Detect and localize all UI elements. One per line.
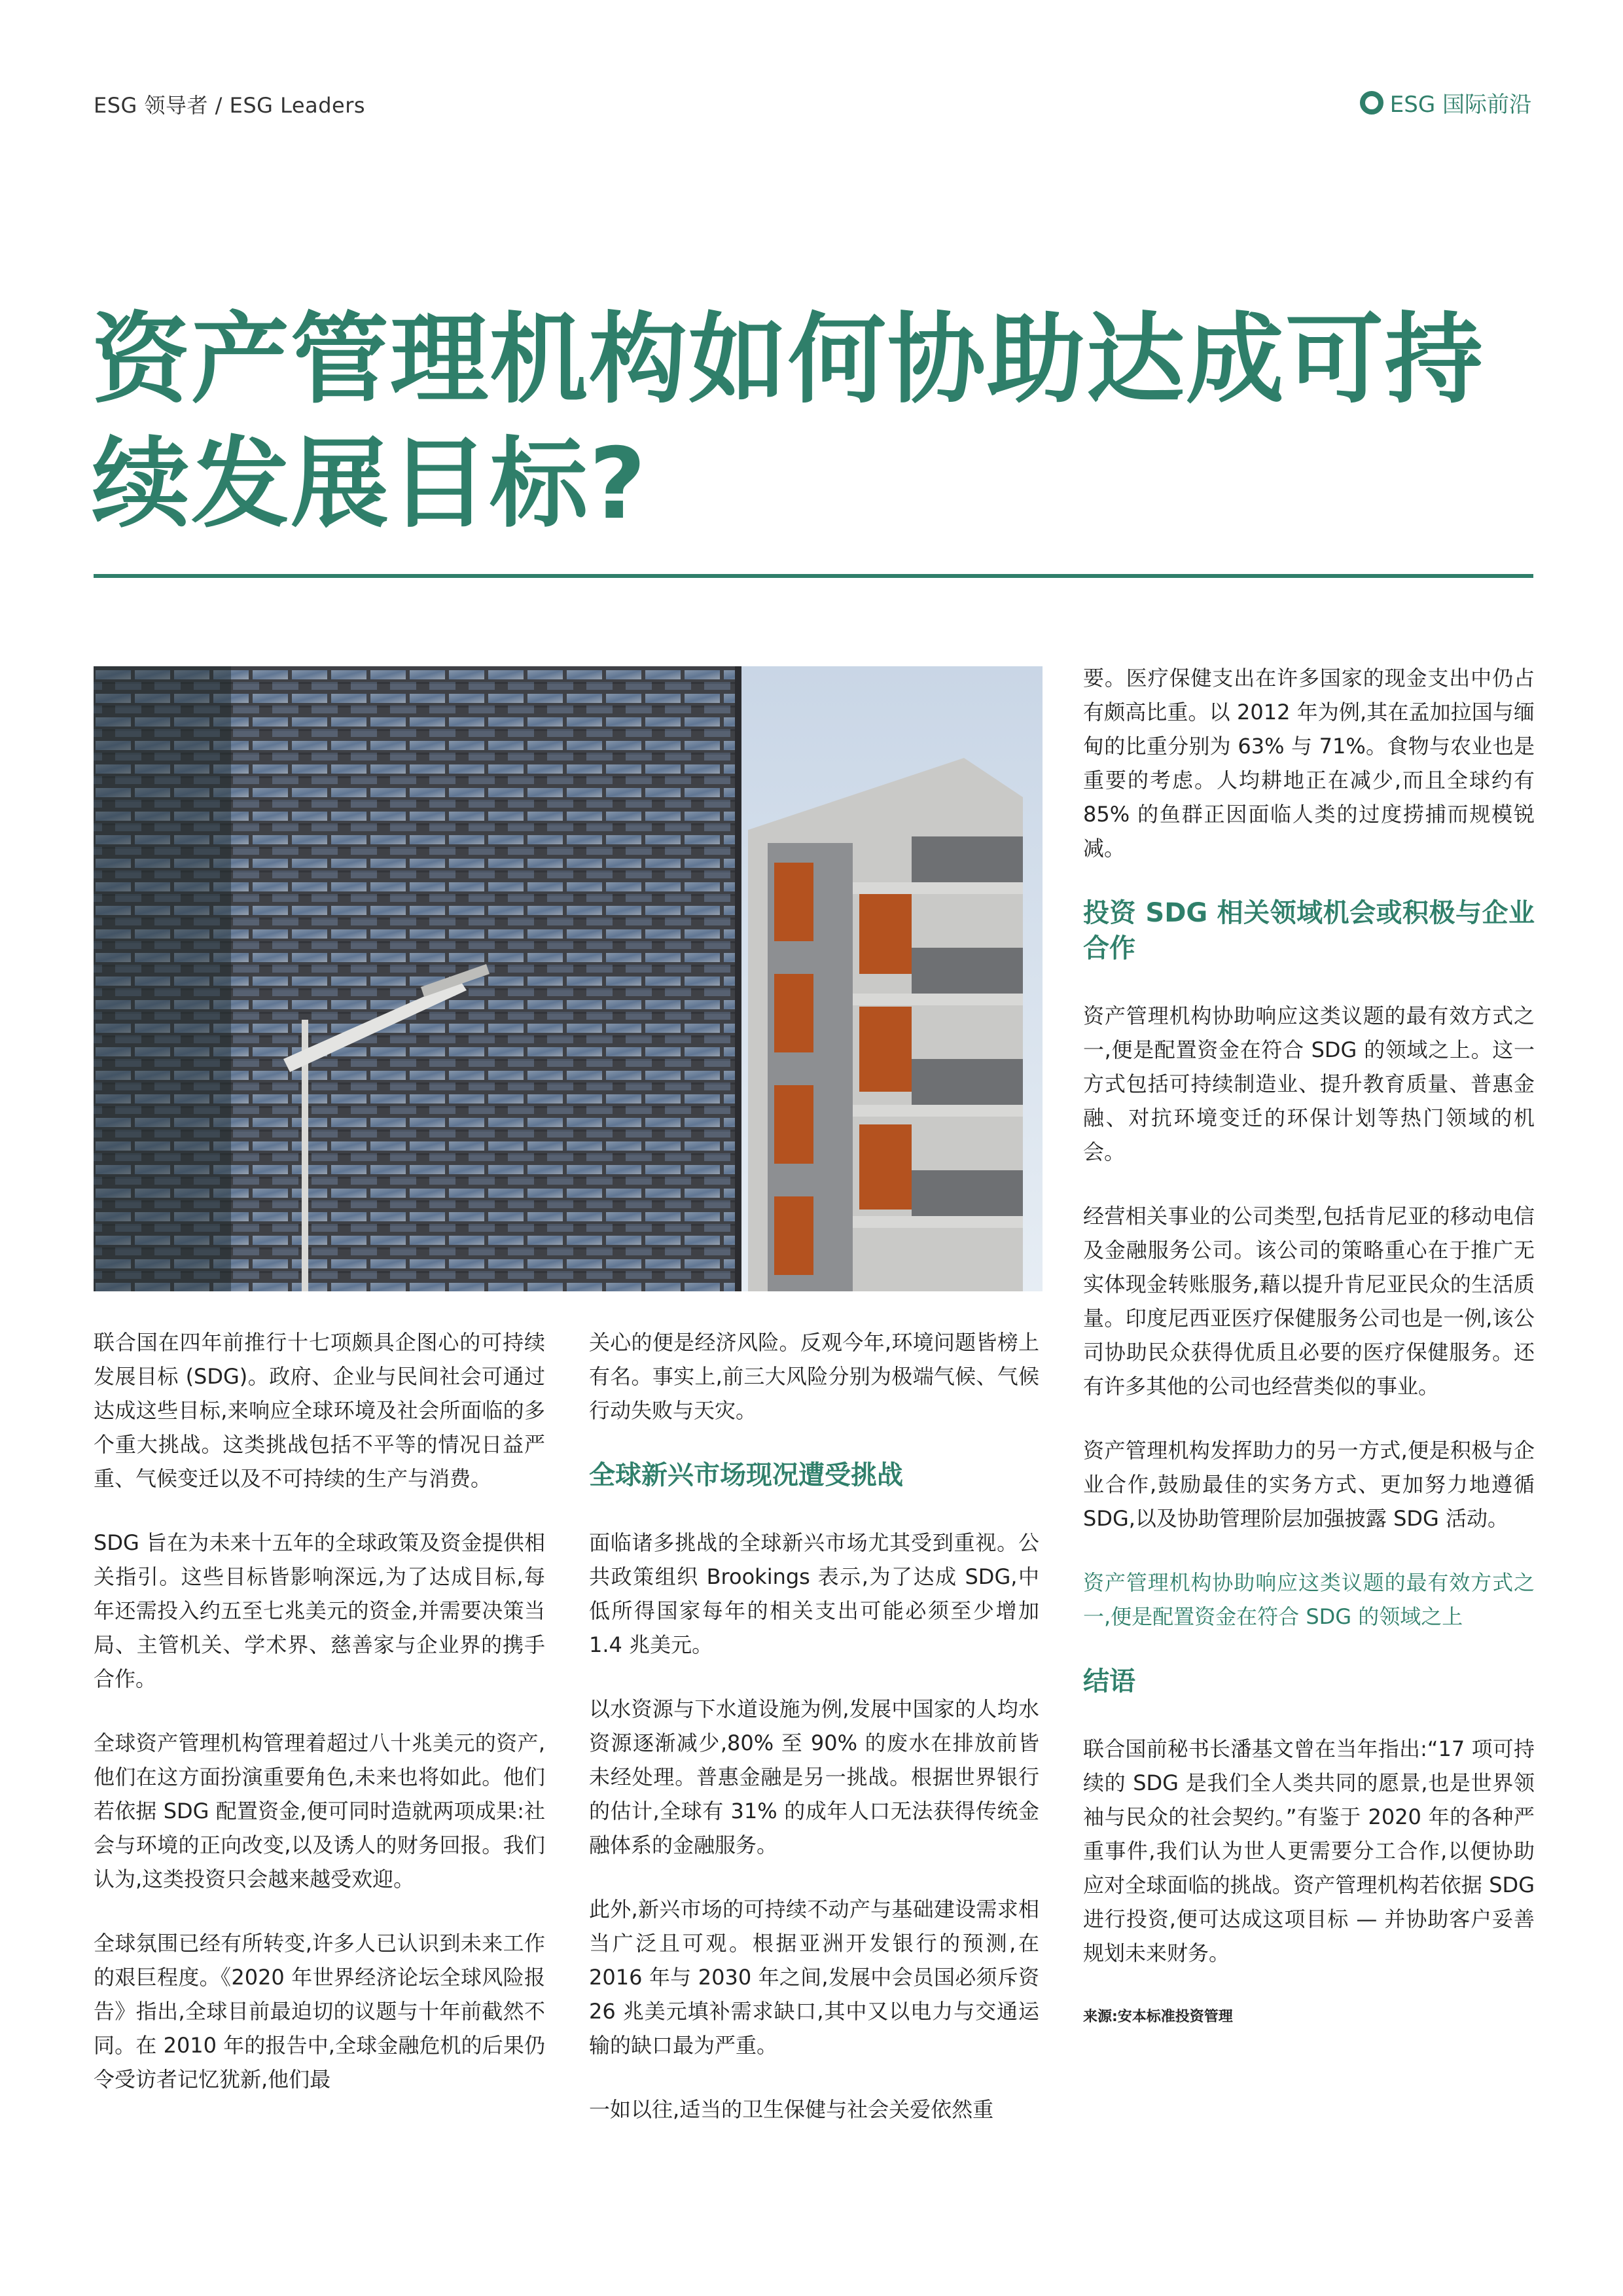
paragraph: 要。医疗保健支出在许多国家的现金支出中仍占有颇高比重。以 2012 年为例,其在孟加拉国与缅甸的比重分别为 63% 与 71%。食物与农业也是重要的考虑。人均耕地正在减少,而且全球约有 85% 的鱼群正因面临人类的过度捞捕而规模锐减。 <box>1083 666 1535 861</box>
running-header-right <box>1360 86 1531 118</box>
section-label: ESG 国际前沿 <box>1389 92 1531 118</box>
circle-icon <box>1360 91 1383 115</box>
paragraph: 资产管理机构协助响应这类议题的最有效方式之一,便是配置资金在符合 SDG 的领域之上。这一方式包括可持续制造业、提升教育质量、普惠金融、对抗环境变迁的环保计划等热门领域的机会。 <box>1083 1003 1535 1164</box>
paragraph: SDG 旨在为未来十五年的全球政策及资金提供相关指引。这些目标皆影响深远,为了达成目标,每年还需投入约五至七兆美元的资金,并需要决策当局、主管机关、学术界、慈善家与企业界的携手合作。 <box>94 1530 545 1691</box>
paragraph: 全球资产管理机构管理着超过八十兆美元的资产,他们在这方面扮演重要角色,未来也将如此。他们若依据 SDG 配置资金,便可同时造就两项成果:社会与环境的正向改变,以及诱人的财务回报。我们认为,这类投资只会越来越受欢迎。 <box>94 1731 545 1892</box>
paragraph: 面临诸多挑战的全球新兴市场尤其受到重视。公共政策组织 Brookings 表示,为了达成 SDG,中低所得国家每年的相关支出可能必须至少增加 1.4 兆美元。 <box>589 1530 1039 1657</box>
text-column-1 <box>94 1325 545 2126</box>
paragraph: 资产管理机构发挥助力的另一方式,便是积极与企业合作,鼓励最佳的实务方式、更加努力地遵循 SDG,以及协助管理阶层加强披露 SDG 活动。 <box>1083 1438 1535 1531</box>
paragraph: 经营相关事业的公司类型,包括肯尼亚的移动电信及金融服务公司。该公司的策略重心在于推广无实体现金转账服务,藉以提升肯尼亚民众的生活质量。印度尼西亚医疗保健服务公司也是一例,该公司协助民众获得优质且必要的医疗保健服务。还有许多其他的公司也经营类似的事业。 <box>1083 1204 1535 1399</box>
section-heading: 全球新兴市场现况遭受挑战 <box>589 1460 903 1490</box>
paragraph: 关心的便是经济风险。反观今年,环境问题皆榜上有名。事实上,前三大风险分别为极端气候、气候行动失败与天灾。 <box>589 1330 1039 1423</box>
source-note: 来源:安本标准投资管理 <box>1083 2009 1233 2025</box>
paragraph: 此外,新兴市场的可持续不动产与基础建设需求相当广泛且可观。根据亚洲开发银行的预测,在 2016 年与 2030 年之间,发展中会员国必须斥资 26 兆美元填补需求缺口,其中又以电力与交通运输的缺口最为严重。 <box>589 1897 1039 2058</box>
paragraph: 全球氛围已经有所转变,许多人已认识到未来工作的艰巨程度。《2020 年世界经济论坛全球风险报告》指出,全球目前最迫切的议题与十年前截然不同。在 2010 年的报告中,全球金融危机的后果仍令受访者记忆犹新,他们最 <box>94 1931 545 2092</box>
building-photo <box>94 666 1043 1291</box>
text-column-2 <box>589 1325 1039 2157</box>
paragraph: 联合国在四年前推行十七项颇具企图心的可持续发展目标 (SDG)。政府、企业与民间社会可通过达成这些目标,来响应全球环境及社会所面临的多个重大挑战。这类挑战包括不平等的情况日益严重、气候变迁以及不可持续的生产与消费。 <box>94 1330 545 1491</box>
paragraph: 以水资源与下水道设施为例,发展中国家的人均水资源逐渐减少,80% 至 90% 的废水在排放前皆未经处理。普惠金融是另一挑战。根据世界银行的估计,全球有 31% 的成年人口无法获得传统金融体系的金融服务。 <box>589 1696 1039 1857</box>
title-divider <box>94 574 1533 578</box>
text-column-3 <box>1083 661 1535 2064</box>
paragraph: 一如以往,适当的卫生保健与社会关爱依然重 <box>589 2097 994 2122</box>
section-heading: 结语 <box>1083 1666 1135 1696</box>
section-heading: 投资 SDG 相关领域机会或积极与企业合作 <box>1083 898 1535 963</box>
paragraph: 联合国前秘书长潘基文曾在当年指出:“17 项可持续的 SDG 是我们全人类共同的愿景,也是世界领袖与民众的社会契约。”有鉴于 2020 年的各种严重事件,我们认为世人更需要分工合作,以便协助应对全球面临的挑战。资产管理机构若依据 SDG 进行投资,便可达成这项目标 — 并协助客户妥善规划未来财务。 <box>1083 1736 1535 1965</box>
running-header-left: ESG 领导者 / ESG Leaders <box>94 93 366 118</box>
pull-quote: 资产管理机构协助响应这类议题的最有效方式之一,便是配置资金在符合 SDG 的领域之上 <box>1083 1570 1535 1629</box>
page-title: 资产管理机构如何协助达成可持续发展目标? <box>92 303 1485 541</box>
